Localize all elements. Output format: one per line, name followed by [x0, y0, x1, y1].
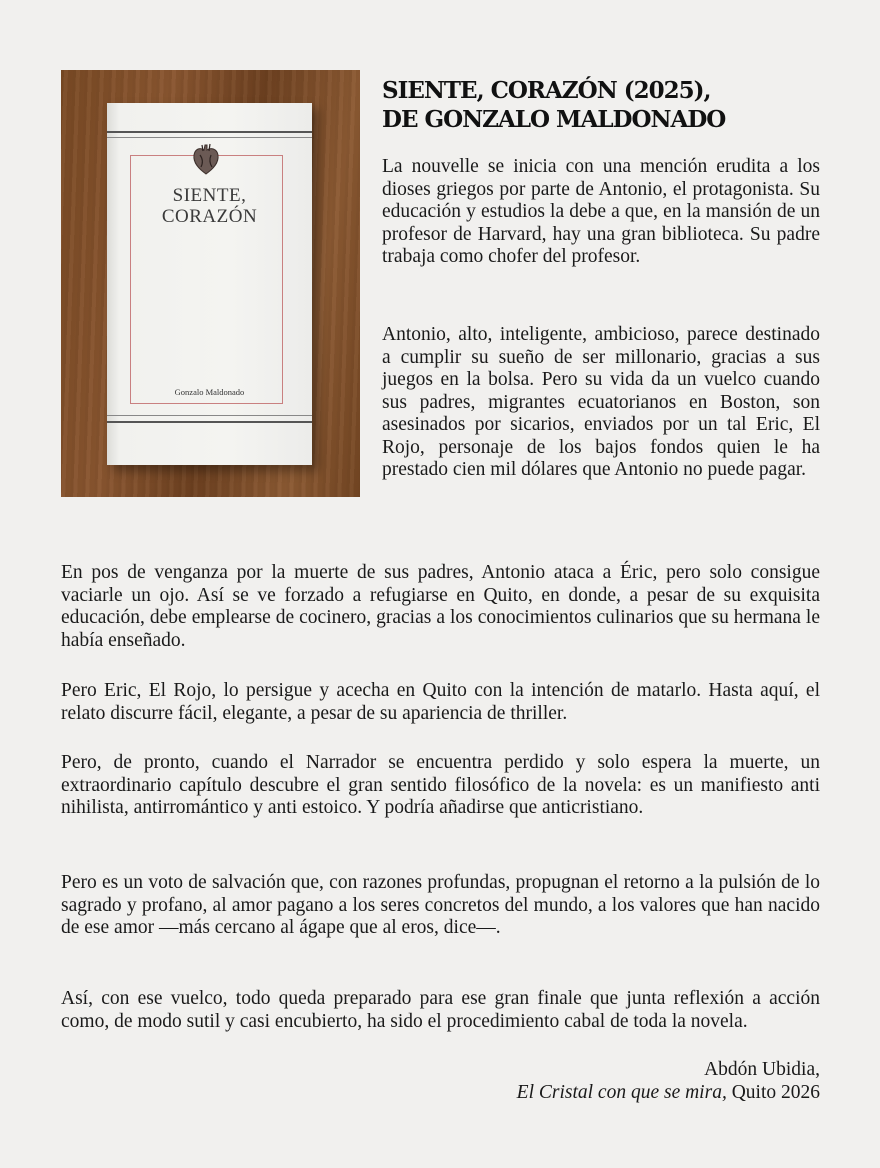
- title-line-1: SIENTE, CORAZÓN (2025),: [382, 77, 711, 104]
- signature-place-year: Quito 2026: [726, 1082, 820, 1103]
- paragraph-1: La nouvelle se inicia con una mención erudita a los dioses griegos por parte de Antonio, el protagonista. Su educación y estudios la debe a que, en la mansión de un profesor de Harvard, hay una gran biblioteca. Su padre trabaja como chofer del profesor.: [382, 156, 820, 267]
- anatomical-heart-icon: [191, 141, 221, 175]
- book-cover: [107, 103, 312, 465]
- cover-band-bottom-thin: [107, 415, 312, 416]
- cover-band-bottom: [107, 421, 312, 423]
- paragraph-7: Así, con ese vuelco, todo queda preparado para ese gran finale que junta reflexión a acción como, de modo sutil y casi encubierto, ha sido el procedimiento cabal de toda la novela.: [61, 988, 820, 1032]
- article-title: [382, 76, 822, 134]
- title-line-2: DE GONZALO MALDONADO: [382, 106, 726, 133]
- paragraph-4: Pero Eric, El Rojo, lo persigue y acecha en Quito con la intención de matarlo. Hasta aquí, el relato discurre fácil, elegante, a pesar de su apariencia de thriller.: [61, 680, 820, 724]
- paragraph-6: Pero es un voto de salvación que, con razones profundas, propugnan el retorno a la pulsión de lo sagrado y profano, al amor pagano a los seres concretos del mundo, a los valores que han nacido de ese amor —más cercano al ágape que al eros, dice—.: [61, 872, 820, 938]
- signature-author: Abdón Ubidia,: [704, 1059, 820, 1080]
- signature-source: [517, 1081, 820, 1104]
- signature: [517, 1058, 820, 1104]
- book-photo: [61, 70, 360, 497]
- cover-title: SIENTE, CORAZÓN: [161, 185, 258, 227]
- cover-author: Gonzalo Maldonado: [174, 387, 245, 397]
- cover-band-top: [107, 131, 312, 133]
- cover-band-top-thin: [107, 137, 312, 138]
- signature-work: El Cristal con que se mira,: [516, 1082, 727, 1103]
- paragraph-2: Antonio, alto, inteligente, ambicioso, parece destinado a cumplir su sueño de ser millonario, gracias a sus juegos en la bolsa. Pero su vida da un vuelco cuando sus padres, migrantes ecuatorianos en Boston, son asesinados por sicarios, enviados por un tal Eric, El Rojo, personaje de los bajos fondos quien le ha prestado cien mil dólares que Antonio no puede pagar.: [382, 324, 820, 480]
- paragraph-5: Pero, de pronto, cuando el Narrador se encuentra perdido y solo espera la muerte, un extraordinario capítulo descubre el gran sentido filosófico de la novela: es un manifiesto anti nihilista, antirromántico y anti estoico. Y podría añadirse que anticristiano.: [61, 752, 820, 818]
- paragraph-3: En pos de venganza por la muerte de sus padres, Antonio ataca a Éric, pero solo consigue vaciarle un ojo. Así se ve forzado a refugiarse en Quito, en donde, a pesar de su exquisita educación, debe emplearse de cocinero, gracias a los conocimientos culinarios que su hermana le había enseñado.: [61, 562, 820, 651]
